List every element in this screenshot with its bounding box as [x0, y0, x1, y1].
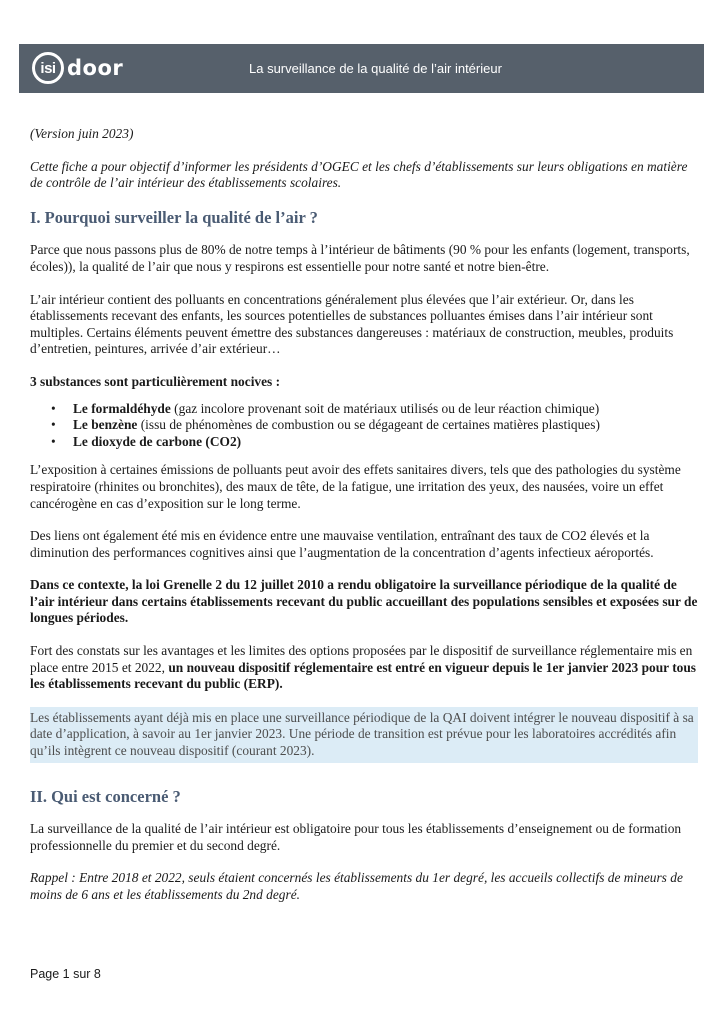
- intro-paragraph: Cette fiche a pour objectif d’informer les présidents d’OGEC et les chefs d’établissements sur leurs obligations en matière de contrôle de l’air intérieur des établissements scolaires.: [30, 158, 688, 191]
- section-2-heading: II. Qui est concerné ?: [30, 786, 181, 806]
- paragraph: La surveillance de la qualité de l’air intérieur est obligatoire pour tous les établissements d’enseignement ou de formation professionnelle du premier et du second degré.: [30, 821, 682, 853]
- paragraph-text: Fort des constats sur les avantages et les limites des options proposées par le dispositif de surveillance réglementaire mis en place entre 2015 et 2022,: [30, 643, 693, 675]
- document-body: [30, 126, 698, 904]
- rappel-note: Rappel : Entre 2018 et 2022, seuls étaient concernés les établissements du 1er degré, les accueils collectifs de mineurs de moins de 6 ans et les établissements du 2nd degré.: [30, 870, 683, 902]
- page-header: [19, 44, 704, 93]
- version-note: (Version juin 2023): [30, 126, 134, 141]
- substances-list: [30, 401, 698, 451]
- substance-name: Le dioxyde de carbone (CO2): [73, 433, 242, 449]
- logo-badge: isi: [32, 52, 64, 84]
- highlight-box: Les établissements ayant déjà mis en place une surveillance périodique de la QAI doivent intégrer le nouveau dispositif à sa date d’application, à savoir au 1er janvier 2023. Une période de transition est prévue pour les laboratoires accrédités afin qu’ils intègrent ce nouveau dispositif (courant 2023).: [30, 707, 698, 763]
- list-item: [73, 401, 698, 418]
- paragraph: [30, 643, 698, 693]
- list-item: [73, 434, 698, 451]
- paragraph: L’air intérieur contient des polluants en concentrations généralement plus élevées que l’air extérieur. Or, dans les établissements recevant des enfants, les sources potentielles de substances polluantes émises dans l’air intérieur sont multiples. Certains éléments peuvent émettre des substances dangereuses : matériaux de construction, meubles, produits d’entretien, peintures, arrivée d’air extérieur…: [30, 291, 674, 357]
- list-title: 3 substances sont particulièrement nocives :: [30, 373, 281, 389]
- paragraph-bold: Dans ce contexte, la loi Grenelle 2 du 12 juillet 2010 a rendu obligatoire la surveillance périodique de la qualité de l’air intérieur dans certains établissements recevant du public accueillant des populations sensibles et exposées sur de longues périodes.: [30, 577, 698, 626]
- substance-name: Le benzène: [73, 417, 138, 433]
- paragraph: L’exposition à certaines émissions de polluants peut avoir des effets sanitaires divers, tels que des pathologies du système respiratoire (rhinites ou bronchites), des maux de tête, de la fatigue, une irritation des yeux, des nausées, voire un effet cancérogène en cas d’exposition sur le long terme.: [30, 462, 681, 511]
- substance-name: Le formaldéhyde: [73, 400, 171, 416]
- list-item: [73, 417, 698, 434]
- logo-text: door: [67, 56, 124, 80]
- paragraph: Parce que nous passons plus de 80% de notre temps à l’intérieur de bâtiments (90 % pour les enfants (logement, transports, écoles)), la qualité de l’air que nous y respirons est essentielle pour notre santé et notre bien-être.: [30, 242, 690, 274]
- section-1-heading: I. Pourquoi surveiller la qualité de l’air ?: [30, 207, 318, 227]
- substance-desc: (issu de phénomènes de combustion ou se dégageant de certaines matières plastiques): [137, 417, 600, 433]
- substance-desc: (gaz incolore provenant soit de matériaux utilisés ou de leur réaction chimique): [170, 400, 600, 416]
- paragraph: Des liens ont également été mis en évidence entre une mauvaise ventilation, entraînant des taux de CO2 élevés et la diminution des performances cognitives ainsi que l’augmentation de la concentration d’agents infectieux aéroportés.: [30, 528, 654, 560]
- page-number: Page 1 sur 8: [30, 967, 101, 981]
- paragraph-bold-text: un nouveau dispositif réglementaire est entré en vigueur depuis le 1er janvier 2023 pour tous les établissements recevant du public (ERP).: [30, 659, 697, 692]
- header-title: La surveillance de la qualité de l’air intérieur: [249, 61, 502, 76]
